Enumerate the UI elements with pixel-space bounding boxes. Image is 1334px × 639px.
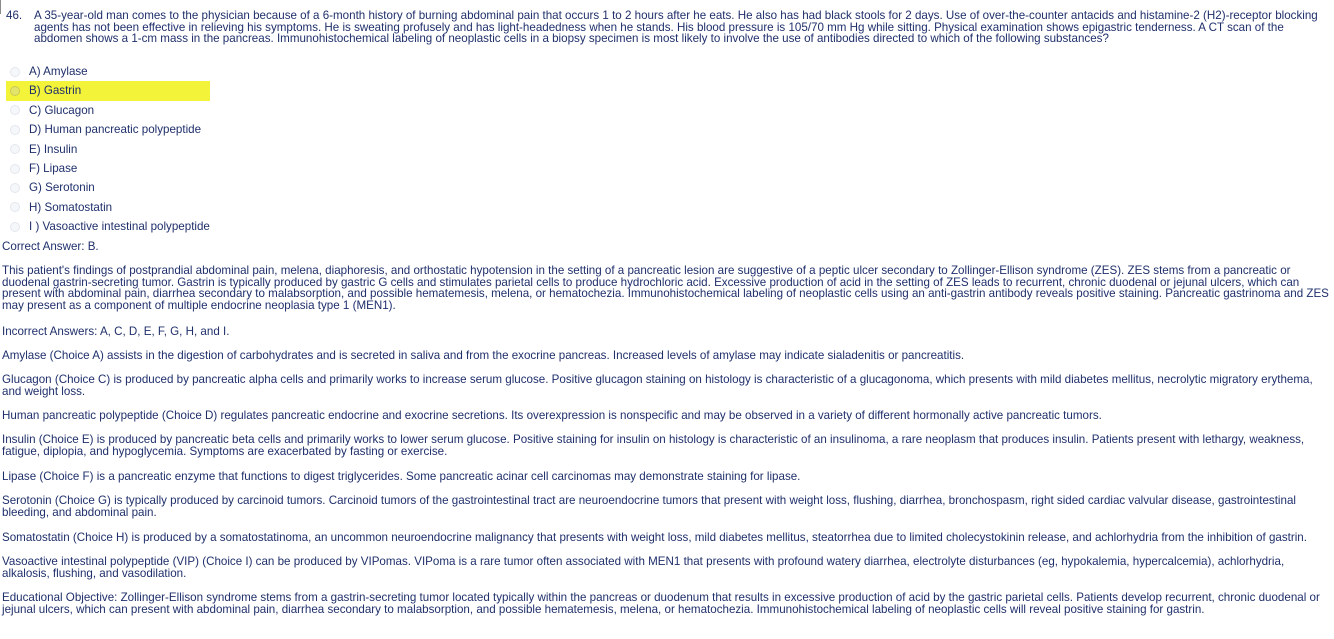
option-b[interactable]: [6, 81, 210, 100]
option-label: D) Human pancreatic polypeptide: [29, 123, 202, 137]
explanation-hpp: Human pancreatic polypeptide (Choice D) regulates pancreatic endocrine and exocrine secretions. Its overexpression is nonspecific and may be observed in a variety of different hormonally active pancreatic tumors.: [2, 409, 1102, 422]
educational-objective: Educational Objective: Zollinger-Ellison syndrome stems from a gastrin-secreting tumor located typically within the pancreas or duodenum that results in excessive production of acid by the gastric parietal cells. Patients develop recurrent, chronic duodenal or jejunal ulcers, which can present with abdominal pain, diarrhea secondary to malabsorption, and possible hematemesis, melena, or hematochezia. Immunohistochemical labeling of neoplastic cells will reveal positive staining for gastrin.: [2, 591, 1320, 616]
radio-button[interactable]: [10, 86, 20, 96]
radio-button[interactable]: [10, 105, 20, 115]
option-e[interactable]: [6, 140, 246, 159]
option-label: H) Somatostatin: [29, 200, 113, 214]
explanation-somatostatin: Somatostatin (Choice H) is produced by a somatostatinoma, an uncommon neuroendocrine malignancy that presents with weight loss, mild diabetes mellitus, steatorrhea due to limited cholecystokinin release, and achlorhydria from the inhibition of gastrin.: [2, 531, 1307, 544]
option-g[interactable]: [6, 178, 246, 197]
option-label: A) Amylase: [29, 64, 88, 78]
radio-button[interactable]: [10, 125, 20, 135]
option-label: E) Insulin: [29, 142, 78, 156]
question-stem: A 35-year-old man comes to the physician because of a 6-month history of burning abdominal pain that occurs 1 to 2 hours after he eats. He also has had black stools for 2 days. Use of over-the-counter antacids and histamine-2 (H2)-receptor blocking agents has not been effective in relieving his symptoms. He is sweating profusely and has light-headedness when he stands. His blood pressure is 105/70 mm Hg while sitting. Physical examination shows epigastric tenderness. A CT scan of the abdomen shows a 1-cm mass in the pancreas. Immunohistochemical labeling of neoplastic cells in a biopsy specimen is most likely to involve the use of antibodies directed to which of the following substances?: [34, 9, 1318, 45]
radio-button[interactable]: [10, 67, 20, 77]
left-edge-divider: [0, 0, 1, 14]
explanation-vip: Vasoactive intestinal polypeptide (VIP) (Choice I) can be produced by VIPomas. VIPoma is a rare tumor often associated with MEN1 that presents with profound watery diarrhea, electrolyte disturbances (eg, hypokalemia, hypercalcemia), achlorhydria, alkalosis, flushing, and vasodilation.: [2, 555, 1285, 580]
explanation-main: This patient's findings of postprandial abdominal pain, melena, diaphoresis, and orthostatic hypotension in the setting of a pancreatic lesion are suggestive of a peptic ulcer secondary to Zollinger-Ellison syndrome (ZES). ZES stems from a pancreatic or duodenal gastrin-secreting tumor. Gastrin is typically produced by gastric G cells and stimulates parietal cells to produce hydrochloric acid. Excessive production of acid in the setting of ZES leads to recurrent, chronic duodenal or jejunal ulcers, which can present with abdominal pain, diarrhea secondary to malabsorption, and possible hematemesis, melena, or hematochezia. Immunohistochemical labeling of neoplastic cells using an anti-gastrin antibody reveals positive staining. Pancreatic gastrinoma and ZES may present as a component of multiple endocrine neoplasia type 1 (MEN1).: [2, 264, 1329, 312]
option-d[interactable]: [6, 120, 246, 139]
incorrect-answers-header: Incorrect Answers: A, C, D, E, F, G, H, and I.: [2, 325, 230, 338]
option-label: B) Gastrin: [29, 84, 82, 98]
option-a[interactable]: [6, 62, 246, 81]
option-label: C) Glucagon: [29, 103, 95, 117]
option-f[interactable]: [6, 159, 246, 178]
explanation-amylase: Amylase (Choice A) assists in the digestion of carbohydrates and is secreted in saliva and from the exocrine pancreas. Increased levels of amylase may indicate sialadenitis or pancreatitis.: [2, 349, 965, 362]
explanation-glucagon: Glucagon (Choice C) is produced by pancreatic alpha cells and primarily works to increase serum glucose. Positive glucagon staining on histology is characteristic of a glucagonoma, which presents with mild diabetes mellitus, necrolytic migratory erythema, and weight loss.: [2, 373, 1313, 398]
option-i[interactable]: [6, 217, 246, 236]
question-number: 46.: [6, 9, 23, 22]
explanation-serotonin: Serotonin (Choice G) is typically produced by carcinoid tumors. Carcinoid tumors of the gastrointestinal tract are neuroendocrine tumors that present with weight loss, flushing, diarrhea, bronchospasm, right sided cardiac valvular disease, gastrointestinal bleeding, and abdominal pain.: [2, 494, 1296, 519]
option-h[interactable]: [6, 198, 246, 217]
explanation-insulin: Insulin (Choice E) is produced by pancreatic beta cells and primarily works to lower serum glucose. Positive staining for insulin on histology is characteristic of an insulinoma, a rare neoplasm that produces insulin. Patients present with lethargy, weakness, fatigue, diplopia, and hypoglycemia. Symptoms are exacerbated by fasting or exercise.: [2, 433, 1305, 458]
correct-answer: Correct Answer: B.: [2, 240, 99, 253]
radio-button[interactable]: [10, 183, 20, 193]
option-c[interactable]: [6, 101, 246, 120]
option-label: I ) Vasoactive intestinal polypeptide: [29, 220, 210, 234]
radio-button[interactable]: [10, 164, 20, 174]
option-label: F) Lipase: [29, 161, 78, 175]
option-label: G) Serotonin: [29, 181, 95, 195]
radio-button[interactable]: [10, 222, 20, 232]
answer-options: [6, 62, 246, 237]
explanation-lipase: Lipase (Choice F) is a pancreatic enzyme that functions to digest triglycerides. Some pancreatic acinar cell carcinomas may demonstrate staining for lipase.: [2, 470, 801, 483]
radio-button[interactable]: [10, 144, 20, 154]
radio-button[interactable]: [10, 202, 20, 212]
